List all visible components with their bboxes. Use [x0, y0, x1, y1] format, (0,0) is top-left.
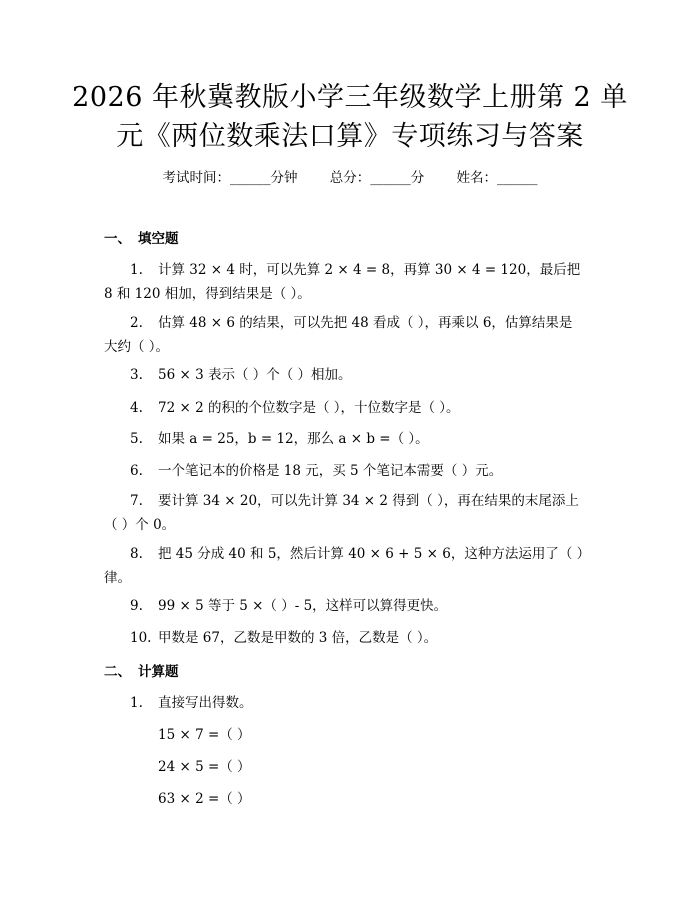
section-title: 填空题 [138, 231, 179, 247]
calc-question-1 [104, 691, 600, 715]
question-8 [104, 542, 600, 590]
question-number: 10. [130, 630, 152, 646]
question-text: 甲数是 67，乙数是甲数的 3 倍，乙数是（ ）。 [158, 630, 438, 646]
question-number: 7. [130, 493, 143, 509]
question-number: 2. [130, 315, 143, 331]
total-score-field: 总分：______分 [329, 170, 425, 186]
question-number: 6. [130, 463, 143, 479]
question-text: 把 45 分成 40 和 5，然后计算 40 × 6 + 5 × 6，这种方法运用了（ ） [158, 546, 591, 562]
question-number: 9. [130, 598, 143, 614]
student-name-field: 姓名：______ [456, 170, 538, 186]
section-heading-calculation [104, 662, 179, 682]
question-number: 5. [130, 431, 143, 447]
question-text-continued: 律。 [104, 570, 131, 586]
question-text-continued: 8 和 120 相加，得到结果是（ ）。 [104, 286, 311, 302]
question-number: 3. [130, 367, 143, 383]
question-2 [104, 311, 600, 359]
question-text: 如果 a = 25，b = 12，那么 a × b =（ ）。 [158, 431, 429, 447]
document-title-line-1: 2026 年秋冀教版小学三年级数学上册第 2 单 [72, 82, 628, 113]
question-7 [104, 489, 600, 537]
section-number: 二、 [104, 664, 131, 680]
question-1 [104, 258, 600, 306]
question-text: 计算 32 × 4 时，可以先算 2 × 4 = 8，再算 30 × 4 = 120，最后把 [158, 262, 581, 278]
question-6 [104, 459, 600, 483]
document-title-line-2: 元《两位数乘法口算》专项练习与答案 [116, 121, 584, 152]
question-number: 4. [130, 400, 143, 416]
question-10 [104, 626, 600, 650]
question-text: 要计算 34 × 20，可以先计算 34 × 2 得到（ ），再在结果的末尾添上 [158, 493, 579, 509]
question-text: 一个笔记本的价格是 18 元，买 5 个笔记本需要（ ）元。 [158, 463, 503, 479]
calc-item-2: 24 × 5 =（ ） [158, 759, 251, 775]
question-text: 72 × 2 的积的个位数字是（ ），十位数字是（ ）。 [158, 400, 460, 416]
exam-time-field: 考试时间：______分钟 [162, 170, 298, 186]
question-5 [104, 427, 600, 451]
question-number: 8. [130, 546, 143, 562]
question-9 [104, 594, 600, 618]
question-text: 直接写出得数。 [158, 695, 253, 711]
question-number: 1. [130, 262, 143, 278]
question-text-continued: （ ）个 0。 [104, 517, 176, 533]
section-heading-fill-in [104, 229, 179, 249]
question-3 [104, 363, 600, 387]
section-title: 计算题 [138, 664, 179, 680]
question-number: 1. [130, 695, 143, 711]
question-4 [104, 396, 600, 420]
question-text: 估算 48 × 6 的结果，可以先把 48 看成（ ），再乘以 6，估算结果是 [158, 315, 573, 331]
calc-item-3: 63 × 2 =（ ） [158, 791, 251, 807]
section-number: 一、 [104, 231, 131, 247]
question-text: 56 × 3 表示（ ）个（ ）相加。 [158, 367, 352, 383]
question-text-continued: 大约（ ）。 [104, 339, 170, 355]
question-text: 99 × 5 等于 5 ×（ ）- 5，这样可以算得更快。 [158, 598, 448, 614]
calc-item-1: 15 × 7 =（ ） [158, 727, 251, 743]
exam-info-line [0, 168, 700, 188]
